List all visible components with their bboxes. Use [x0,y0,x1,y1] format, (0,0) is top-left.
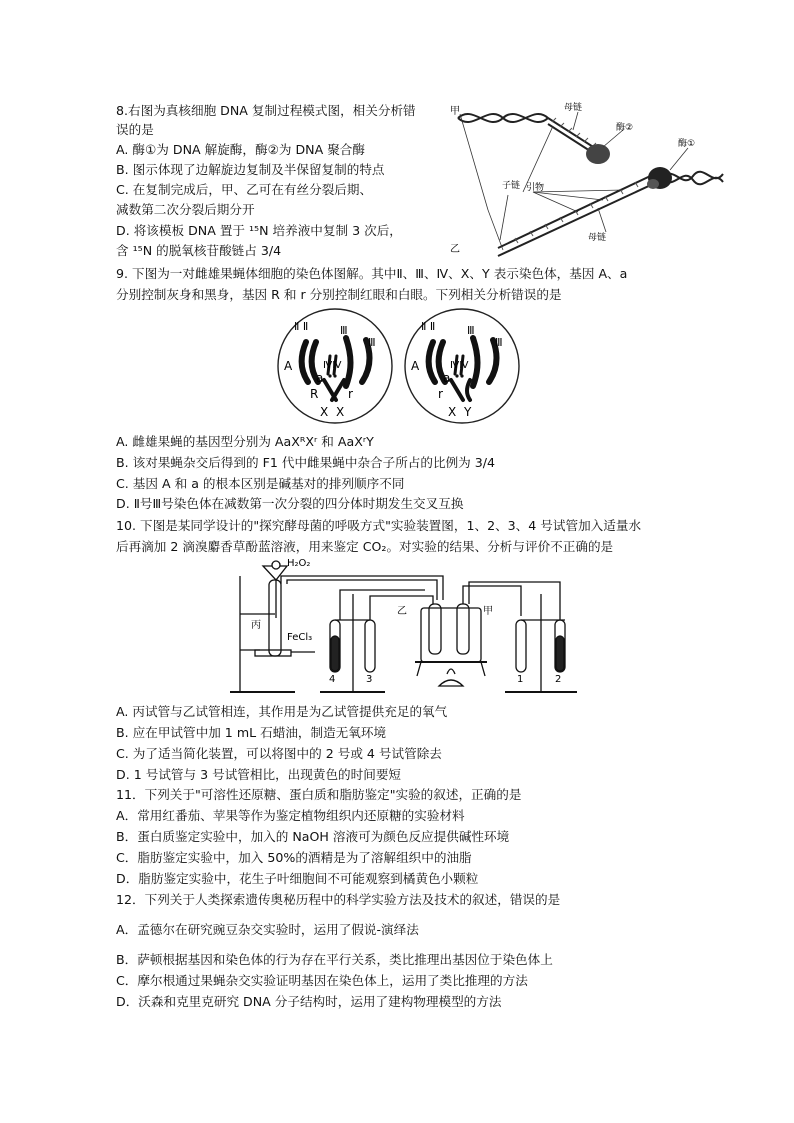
q9-option-b: B. 该对果蝇杂交后得到的 F1 代中雌果蝇中杂合子所占的比例为 3/4 [116,455,496,470]
svg-text:ⅣⅣ: ⅣⅣ [323,360,342,371]
q11-option-a: A．常用红番茄、苹果等作为鉴定植物组织内还原糖的实验材料 [116,808,465,823]
q12-option-c: C．摩尔根通过果蝇杂交实验证明基因在染色体上，运用了类比推理的方法 [116,973,528,988]
svg-text:Ⅲ: Ⅲ [495,336,503,349]
q8-option-b: B. 图示体现了边解旋边复制及半保留复制的特点 [116,162,385,177]
svg-text:R: R [310,387,319,401]
svg-text:Ⅲ: Ⅲ [340,324,348,337]
svg-text:ⅣⅣ: ⅣⅣ [450,360,469,371]
svg-text:FeCl₃: FeCl₃ [287,632,313,643]
svg-text:H₂O₂: H₂O₂ [287,558,311,569]
svg-text:Ⅱ Ⅱ: Ⅱ Ⅱ [294,320,309,333]
label-daughter-strand: 子链 [502,181,521,191]
svg-text:Y: Y [464,405,472,419]
q10-option-c: C. 为了适当简化装置，可以将图中的 2 号或 4 号试管除去 [116,746,442,761]
label-enzyme2: 酶② [616,123,634,133]
label-parent-strand-top: 母链 [564,103,583,113]
fruit-fly-chromosome-figure [270,308,526,428]
label-yi-tube: 乙 [397,606,407,617]
q9-option-d: D. Ⅱ号Ⅲ号染色体在减数第一次分裂的四分体时期发生交叉互换 [116,496,464,511]
label-yi: 乙 [450,244,460,255]
q8-option-d-line2: 含 ¹⁵N 的脱氧核苷酸链占 3/4 [116,243,282,258]
yeast-respiration-apparatus [225,556,585,696]
q8-stem-line2: 误的是 [116,122,154,137]
q8-option-d-line1: D. 将该模板 DNA 置于 ¹⁵N 培养液中复制 3 次后， [116,223,402,238]
q9-stem-line1: 9. 下图为一对雌雄果蝇体细胞的染色体图解。其中Ⅱ、Ⅲ、Ⅳ、X、Y 表示染色体，基因 A、a [116,266,628,281]
svg-text:X: X [320,405,329,419]
label-primer: 引物 [526,183,545,193]
q11-option-b: B．蛋白质鉴定实验中，加入的 NaOH 溶液可为颜色反应提供碱性环境 [116,829,510,844]
q11-stem: 11．下列关于"可溶性还原糖、蛋白质和脂肪鉴定"实验的叙述，正确的是 [116,787,522,802]
label-jia-tube: 甲 [483,606,493,617]
q10-option-b: B. 应在甲试管中加 1 mL 石蜡油，制造无氧环境 [116,725,387,740]
q8-option-a: A. 酶①为 DNA 解旋酶，酶②为 DNA 聚合酶 [116,142,365,157]
q8-option-c-line1: C. 在复制完成后，甲、乙可在有丝分裂后期、 [116,182,373,197]
q10-stem-line2: 后再滴加 2 滴溴麝香草酚蓝溶液，用来鉴定 CO₂。对实验的结果、分析与评价不正确的是 [116,539,614,554]
svg-text:Ⅲ: Ⅲ [368,336,376,349]
label-enzyme1: 酶① [678,139,696,149]
label-parent-strand-bottom: 母链 [588,233,607,243]
svg-text:1: 1 [517,674,524,685]
svg-text:Ⅱ Ⅱ: Ⅱ Ⅱ [421,320,436,333]
q10-option-d: D. 1 号试管与 3 号试管相比，出现黄色的时间要短 [116,767,402,782]
svg-text:r: r [348,387,353,401]
svg-text:A: A [284,359,293,373]
q10-stem-line1: 10. 下图是某同学设计的"探究酵母菌的呼吸方式"实验装置图，1、2、3、4 号试管加入适量水 [116,518,642,533]
svg-text:a: a [443,371,451,385]
q11-option-c: C．脂肪鉴定实验中，加入 50%的酒精是为了溶解组织中的油脂 [116,850,472,865]
q11-option-d: D．脂肪鉴定实验中，花生子叶细胞间不可能观察到橘黄色小颗粒 [116,871,479,886]
svg-text:X: X [336,405,345,419]
svg-text:4: 4 [329,674,336,685]
label-bing: 丙 [251,620,261,631]
q12-option-b: B．萨顿根据基因和染色体的行为存在平行关系，类比推理出基因位于染色体上 [116,952,553,967]
q12-stem: 12．下列关于人类探索遗传奥秘历程中的科学实验方法及技术的叙述，错误的是 [116,892,561,907]
enzyme2-blob [586,144,610,164]
q9-stem-line2: 分别控制灰身和黑身，基因 R 和 r 分别控制红眼和白眼。下列相关分析错误的是 [116,287,562,302]
svg-text:2: 2 [555,674,562,685]
svg-text:a: a [316,371,324,385]
label-jia: 甲 [450,106,460,117]
svg-text:3: 3 [366,674,373,685]
svg-text:X: X [448,405,457,419]
q12-option-d: D．沃森和克里克研究 DNA 分子结构时，运用了建构物理模型的方法 [116,994,502,1009]
q9-option-c: C. 基因 A 和 a 的根本区别是碱基对的排列顺序不同 [116,476,405,491]
q8-stem-line1: 8.右图为真核细胞 DNA 复制过程模式图，相关分析错 [116,103,416,118]
dna-replication-figure [448,100,728,258]
svg-text:A: A [411,359,420,373]
svg-text:r: r [438,387,443,401]
q12-option-a: A．孟德尔在研究豌豆杂交实验时，运用了假说-演绎法 [116,922,419,937]
svg-text:Ⅲ: Ⅲ [467,324,475,337]
q8-option-c-line2: 减数第二次分裂后期分开 [116,202,255,217]
q9-option-a: A. 雌雄果蝇的基因型分别为 AaXᴿXʳ 和 AaXʳY [116,434,374,449]
q10-option-a: A. 丙试管与乙试管相连，其作用是为乙试管提供充足的氧气 [116,704,448,719]
